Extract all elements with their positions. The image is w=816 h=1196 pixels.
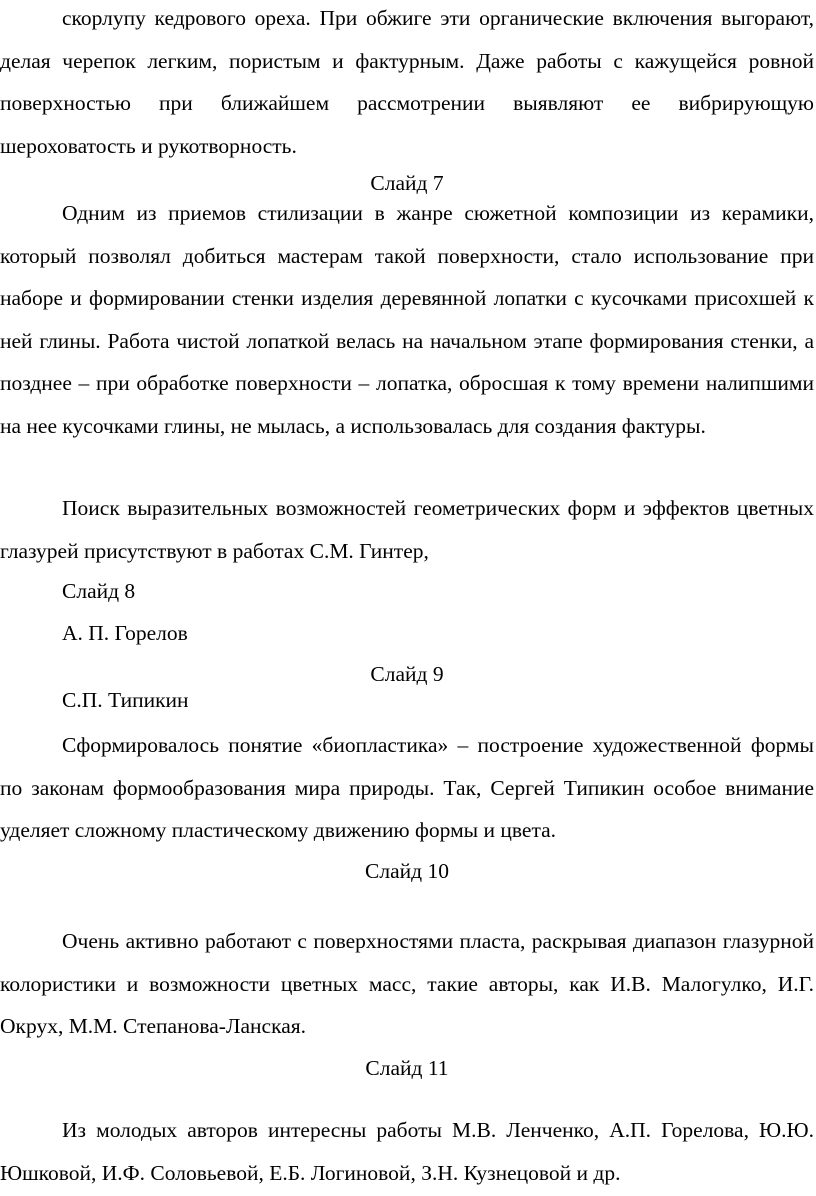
paragraph-continuation: скорлупу кедрового ореха. При обжиге эти органические включения выгорают, делая черепок легким, пористым и фактурным. Даже работы с кажущейся ровной поверхностью при ближайшем рассмотрении выявляют ее вибрирующую шероховатость и рукотворность. — [0, 6, 814, 158]
paragraph-young-authors: Из молодых авторов интересны работы М.В. Ленченко, А.П. Горелова, Ю.Ю. Юшковой, И.Ф. Соловьевой, Е.Б. Логиновой, З.Н. Кузнецовой и др. — [0, 1118, 814, 1185]
paragraph-surface-authors: Очень активно работают с поверхностями пласта, раскрывая диапазон глазурной колористики и возможности цветных масс, такие авторы, как И.В. Малогулко, И.Г. Окрух, М.М. Степанова-Ланская. — [0, 929, 814, 1039]
slide-heading-7: Слайд 7 — [370, 171, 444, 195]
slide-heading-11: Слайд 11 — [365, 1056, 449, 1080]
author-name-tipikin: С.П. Типикин — [62, 688, 189, 712]
paragraph-bioplastics: Сформировалось понятие «биопластика» – построение художественной формы по законам формообразования мира природы. Так, Сергей Типикин особое внимание уделяет сложному пластическому движению формы и цвета. — [0, 733, 814, 843]
slide-heading-9: Слайд 9 — [370, 662, 444, 686]
slide-heading-8: Слайд 8 — [62, 579, 136, 603]
paragraph-geometric-forms: Поиск выразительных возможностей геометрических форм и эффектов цветных глазурей присутствуют в работах С.М. Гинтер, — [0, 496, 814, 563]
paragraph-stylization-technique: Одним из приемов стилизации в жанре сюжетной композиции из керамики, который позволял добиться мастерам такой поверхности, стало использование при наборе и формировании стенки изделия деревянной лопатки с кусочками присохшей к ней глины. Работа чистой лопаткой велась на начальном этапе формирования стенки, а позднее – при обработке поверхности – лопатка, обросшая к тому времени налипшими на нее кусочками глины, не мылась, а использовалась для создания фактуры. — [0, 201, 814, 438]
author-name-gorelov: А. П. Горелов — [62, 621, 188, 645]
slide-heading-10: Слайд 10 — [365, 859, 449, 883]
